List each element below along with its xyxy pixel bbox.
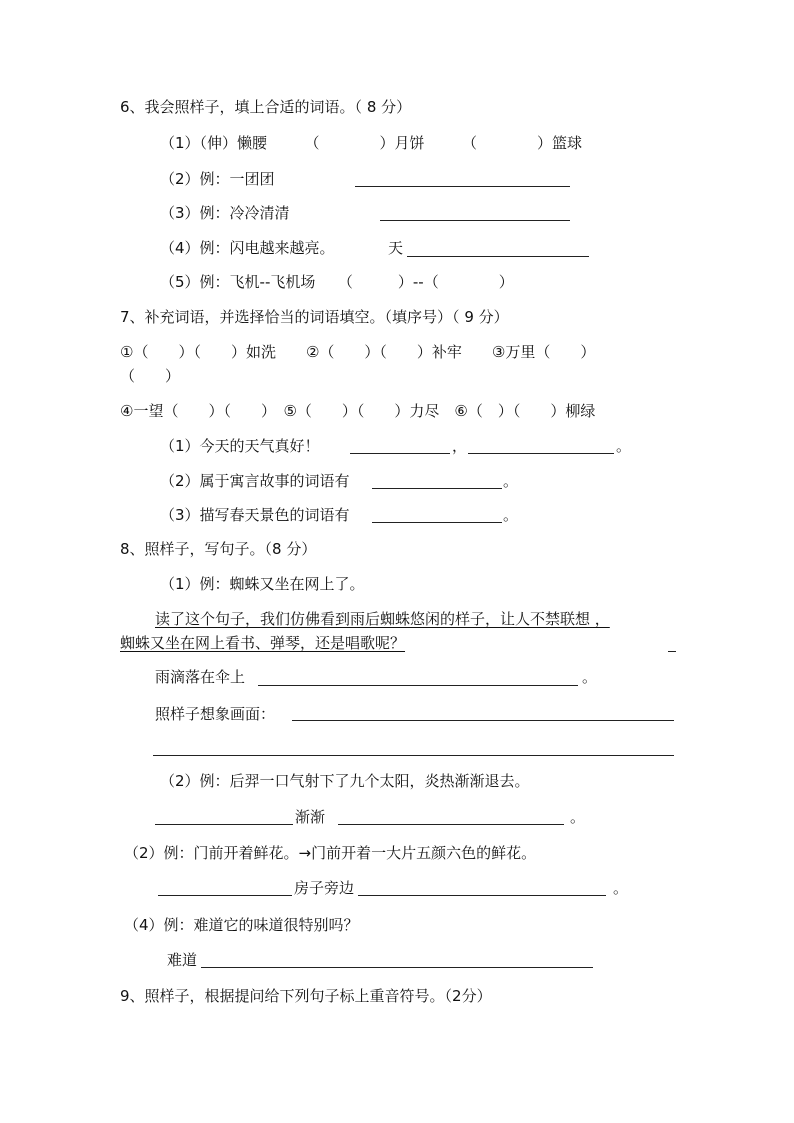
q6-item-4-blank[interactable]: [407, 256, 589, 257]
q6-item-1: （1）（伸）懒腰 （ ）月饼 （ ）篮球: [160, 134, 583, 152]
q7-sub-2: （2）属于寓言故事的词语有: [160, 472, 350, 490]
q8-example-1-note-line-1: 读了这个句子，我们仿佛看到雨后蜘蛛悠闲的样子，让人不禁联想 ，: [155, 610, 610, 628]
q6-item-3-blank[interactable]: [380, 220, 570, 221]
q7-row-1: ①（ ）（ ）如洗 ②（ ）（ ）补牢 ③万里（ ）: [120, 343, 596, 361]
q8-example-2-mid: 渐渐: [295, 808, 326, 826]
q8-example-4: （4）例：难道它的味道很特别吗？: [124, 916, 359, 934]
q8-example-3-mid: 房子旁边: [294, 879, 355, 897]
q7-sub-1: （1）今天的天气真好！: [160, 437, 320, 455]
q9-title: 9、照样子，根据提问给下列句子标上重音符号。（2分）: [120, 987, 492, 1005]
q7-sub-1-blank-b[interactable]: [468, 453, 614, 454]
q7-sub-3-end: 。: [503, 506, 519, 524]
q7-sub-1-comma: ，: [452, 437, 468, 455]
q8-example-2-blank-b[interactable]: [338, 824, 564, 825]
q8-imagine-blank-2[interactable]: [153, 755, 674, 756]
q8-title: 8、照样子，写句子。（8 分）: [120, 540, 317, 558]
q8-example-1-note-line-2: 蜘蛛又坐在网上看书、弹琴，还是唱歌呢？: [120, 634, 406, 652]
q6-title: 6、我会照样子，填上合适的词语。（ 8 分）: [120, 98, 412, 116]
q7-title: 7、补充词语，并选择恰当的词语填空。（填序号）（ 9 分）: [120, 308, 509, 326]
q8-rain-prompt: 雨滴落在伞上: [155, 668, 246, 686]
q8-example-2-blank-a[interactable]: [155, 824, 293, 825]
q8-rain-end: 。: [582, 668, 598, 686]
q8-example-1: （1）例：蜘蛛又坐在网上了。: [160, 575, 365, 593]
q6-item-2: （2）例：一团团: [160, 170, 275, 188]
q7-row-1-wrap: （ ）: [120, 367, 181, 385]
q8-example-2: （2）例：后羿一口气射下了九个太阳，炎热渐渐退去。: [160, 772, 530, 790]
q8-example-3-blank-a[interactable]: [158, 895, 292, 896]
q6-item-4: （4）例：闪电越来越亮。: [160, 239, 335, 257]
q8-rain-blank[interactable]: [258, 685, 578, 686]
q7-sub-1-end: 。: [616, 437, 632, 455]
q6-item-2-blank[interactable]: [355, 186, 570, 187]
q8-example-3-end: 。: [613, 879, 629, 897]
q8-example-4-prefix: 难道: [167, 951, 198, 969]
q7-sub-1-blank-a[interactable]: [350, 453, 450, 454]
q7-sub-2-blank[interactable]: [372, 488, 502, 489]
q8-note-underline-tail: [668, 651, 676, 652]
q7-sub-3-blank[interactable]: [372, 522, 502, 523]
q8-imagine-prompt: 照样子想象画面：: [155, 705, 276, 723]
q6-item-3: （3）例：冷冷清清: [160, 204, 290, 222]
q7-row-2: ④一望（ ）（ ） ⑤（ ）（ ）力尽 ⑥（ ）（ ）柳绿: [120, 402, 596, 420]
q8-example-3: （2）例：门前开着鲜花。→门前开着一大片五颜六色的鲜花。: [124, 844, 537, 862]
q6-item-4-fill: 天: [388, 239, 404, 257]
q8-example-2-end: 。: [570, 808, 586, 826]
q8-example-4-blank[interactable]: [201, 967, 593, 968]
q8-example-3-blank-b[interactable]: [358, 895, 606, 896]
q6-item-5: （5）例：飞机--飞机场 （ ）--（ ）: [160, 273, 514, 291]
q7-sub-3: （3）描写春天景色的词语有: [160, 506, 350, 524]
q8-imagine-blank-1[interactable]: [292, 720, 674, 721]
q7-sub-2-end: 。: [503, 472, 519, 490]
